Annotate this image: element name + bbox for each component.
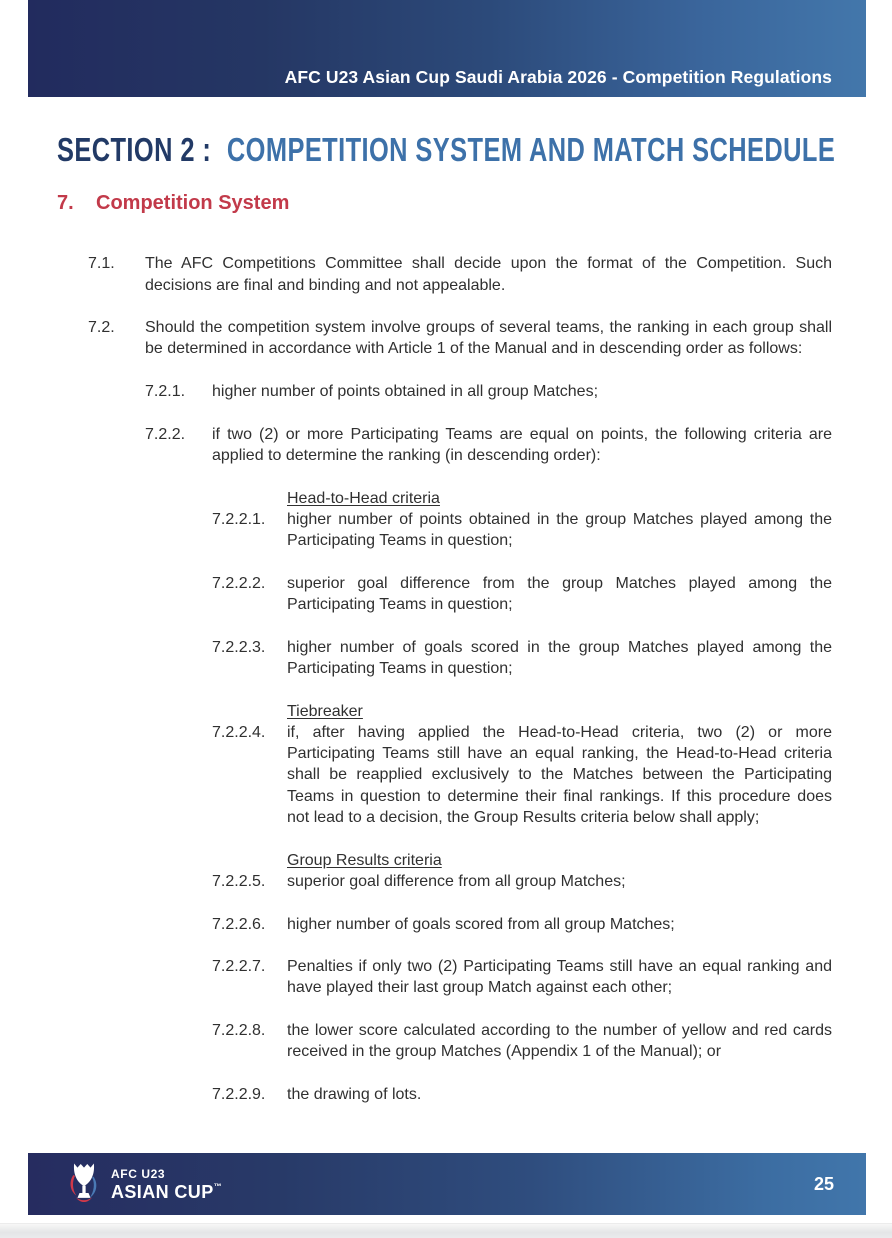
clause-number: 7.2.1. [145,383,186,401]
clause [28,637,832,680]
clause-number: 7.2.2.6. [212,915,266,933]
clause-number: 7.2.2.9. [212,1085,266,1103]
logo-line1: AFC U23 [111,1166,166,1181]
section-title [57,131,835,170]
clause-number: 7.2.2.7. [212,958,266,976]
clause [28,956,832,999]
clause-text: superior goal difference from the group Matches played among the Participating Teams in question; [287,574,832,614]
clause-text: the drawing of lots. [287,1085,422,1103]
clause [28,381,832,402]
logo-line2: ASIAN CUP™ [111,1181,223,1202]
clause-text: if, after having applied the Head-to-Head criteria, two (2) or more Participating Teams still have an equal ranking, the Head-to-Head criteria shall be reapplied exclusively to the Matches between the Participating Teams in question to determine their final rankings. If this procedure does not lead to a decision, the Group Results criteria below shall apply; [287,723,832,827]
clause [28,573,832,616]
clause-number: 7.2.2.2. [212,574,266,592]
clause-text: if two (2) or more Participating Teams are equal on points, the following criteria are applied to determine the ranking (in descending order): [212,425,832,464]
article-number: 7. [57,192,74,214]
clause-heading: Tiebreaker [287,702,363,720]
clause [28,914,832,935]
clause-number: 7.2. [88,319,115,337]
page-body [28,0,866,1238]
clause [28,1084,832,1105]
header-title: AFC U23 Asian Cup Saudi Arabia 2026 - Competition Regulations [284,67,832,87]
clause-number: 7.2.2. [145,425,186,443]
clause-heading: Group Results criteria [287,851,442,869]
clause [28,424,832,467]
clause-text: Penalties if only two (2) Participating Teams still have an equal ranking and have played their last group Match against each other; [287,958,832,997]
trophy-icon [66,1161,102,1207]
section-title-text: COMPETITION SYSTEM AND MATCH SCHEDULE [226,131,836,169]
clause [28,253,832,296]
clause-text: the lower score calculated according to the number of yellow and red cards received in the group Matches (Appendix 1 of the Manual); or [287,1021,832,1061]
clause-number: 7.1. [88,255,115,273]
article-title: Competition System [96,192,290,214]
section-title-prefix: SECTION 2 : [57,131,212,169]
clause [28,850,832,893]
clauses-container [28,232,866,1105]
clause-text: higher number of points obtained in all group Matches; [212,383,599,401]
clause-number: 7.2.2.3. [212,638,266,656]
clause-number: 7.2.2.4. [212,723,266,741]
clause-text: higher number of goals scored from all group Matches; [287,915,675,933]
clause [28,488,832,552]
header-bar [28,0,866,97]
clause-number: 7.2.2.1. [212,510,266,528]
clause [28,317,832,360]
clause [28,701,832,829]
page-gap-strip [0,1223,892,1238]
footer-bar [28,1153,866,1215]
afc-u23-asian-cup-logo [66,1161,222,1207]
clause [28,1020,832,1063]
trademark-symbol: ™ [213,1181,223,1191]
clause-number: 7.2.2.8. [212,1021,266,1039]
logo-text [111,1168,222,1201]
clause-text: higher number of points obtained in the group Matches played among the Participating Teams in question; [287,510,832,550]
page-number: 25 [813,1173,834,1194]
clause-text: The AFC Competitions Committee shall decide upon the format of the Competition. Such decisions are final and binding and not appealable. [145,255,832,294]
clause-heading: Head-to-Head criteria [287,489,440,507]
clause-text: superior goal difference from all group Matches; [287,872,626,890]
clause-number: 7.2.2.5. [212,872,266,890]
clause-text: Should the competition system involve groups of several teams, the ranking in each group shall be determined in accordance with Article 1 of the Manual and in descending order as follows: [145,319,832,358]
clause-text: higher number of goals scored in the group Matches played among the Participating Teams in question; [287,638,832,677]
article-heading [57,192,289,215]
